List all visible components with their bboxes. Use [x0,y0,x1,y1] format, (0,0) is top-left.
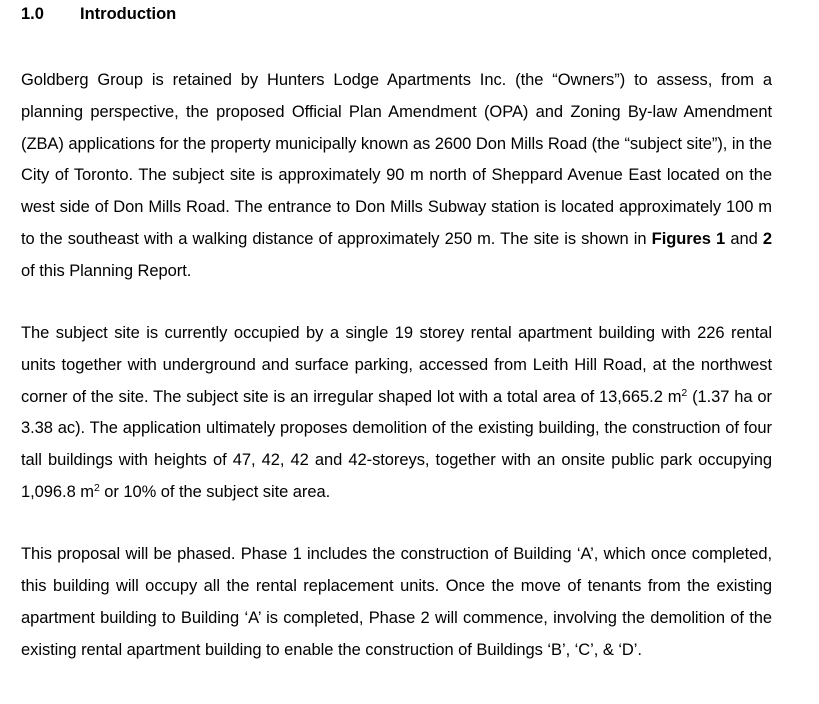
figures-2-reference: 2 [762,229,773,248]
section-number: 1.0 [21,5,44,23]
figures-1-reference: Figures 1 [651,229,726,248]
paragraph-1-text-b: and [725,229,763,248]
paragraph-2-text-c: or 10% of the subject site area. [99,483,331,502]
paragraph-3-text: This proposal will be phased. Phase 1 includes the construction of Building ‘A’, which once completed, this building will occupy all the rental replacement units. Once the move of tenants from the existing apartment building to Building ‘A’ is completed, Phase 2 will commence, involving the demolition of the existing rental apartment building to enable the construction of Buildings ‘B’, ‘C’, & ‘D’. [21,545,772,659]
paragraph-2 [21,318,772,509]
paragraph-2-text-a: The subject site is currently occupied by a single 19 storey rental apartment building with 226 rental units together with underground and surface parking, accessed from Leith Hill Road, at the northwest corner of the site. The subject site is an irregular shaped lot with a total area of 13,665.2 m [21,324,772,406]
paragraph-3 [21,539,772,666]
section-heading [21,4,772,24]
document-page [21,0,772,667]
paragraph-1-text-a: Goldberg Group is retained by Hunters Lodge Apartments Inc. (the “Owners”) to assess, from a planning perspective, the proposed Official Plan Amendment (OPA) and Zoning By-law Amendment (ZBA) applications for the property municipally known as 2600 Don Mills Road (the “subject site”), in the City of Toronto. The subject site is approximately 90 m north of Sheppard Avenue East located on the west side of Don Mills Road. The entrance to Don Mills Subway station is located approximately 100 m to the southeast with a walking distance of approximately 250 m. The site is shown in [21,71,772,248]
paragraph-1 [21,65,772,288]
section-title: Introduction [80,5,177,23]
square-superscript-b: 2 [93,482,100,495]
paragraph-1-text-c: of this Planning Report. [21,261,192,280]
square-superscript-a: 2 [681,386,688,399]
paragraph-2-text-b: (1.37 ha or 3.38 ac). The application ultimately proposes demolition of the existing building, the construction of four tall buildings with heights of 47, 42, 42 and 42-storeys, together with an onsite public park occupying 1,096.8 m [21,387,772,502]
